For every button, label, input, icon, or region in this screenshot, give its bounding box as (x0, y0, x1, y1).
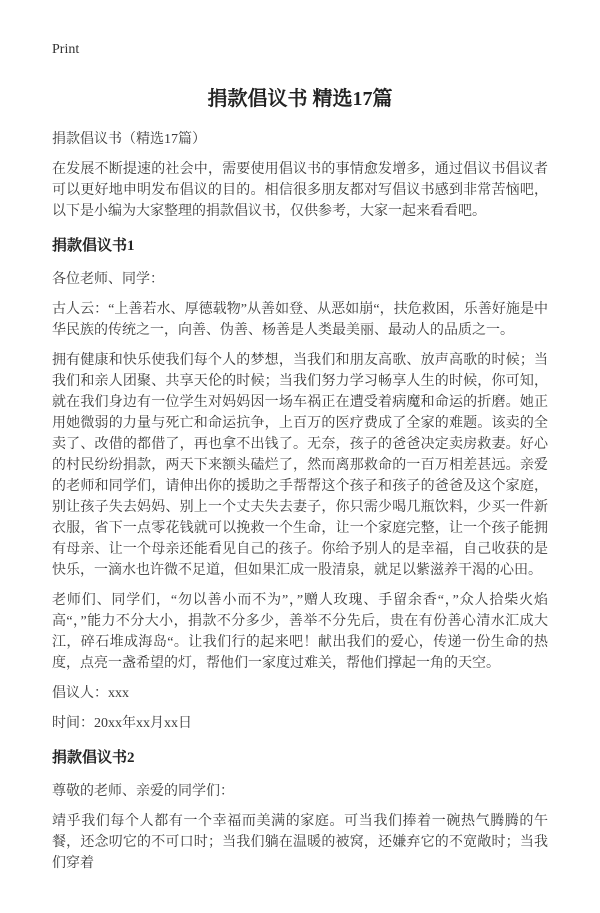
section-1-story-paragraph: 拥有健康和快乐使我们每个人的梦想，当我们和朋友高歌、放声高歌的时候；当我们和亲人团聚、共享天伦的时候；当我们努力学习畅享人生的时候，你可知，就在我们身边有一位学生对妈妈因一场车祸正在遭受着病魔和命运的折磨。她正用她微弱的力量与死亡和命运抗争，上百万的医疗费成了全家的难题。该卖的全卖了、改借的都借了，再也拿不出钱了。无奈，孩子的爸爸决定卖房救妻。好心的村民纷纷捐款，两天下来额头磕烂了，然而离那救命的一百万相差甚远。亲爱的老师和同学们，请伸出你的援助之手帮帮这个孩子和孩子的爸爸及这个家庭，别让孩子失去妈妈、别上一个丈夫失去妻子，你只需少喝几瓶饮料，少买一件新衣服，省下一点零花钱就可以挽救一个生命，让一个家庭完整，让一个孩子能拥有母亲、让一个母亲还能看见自己的孩子。你给予别人的是幸福，自己收获的是快乐，一滴水也许微不足道，但如果汇成一股清泉，就足以紫滋养干渴的心田。 (52, 353, 548, 578)
page-title: 捐款倡议书 精选17篇 (207, 88, 393, 110)
section-1-date-line: 时间：20xx年xx月xx日 (52, 716, 192, 731)
section-1-quote-paragraph: 古人云：“上善若水、厚德载物”从善如登、从恶如崩“，扶危救困，乐善好施是中华民族的传统之一，向善、伪善、杨善是人类最美丽、最动人的品质之一。 (52, 302, 548, 338)
section-2-heading: 捐款倡议书2 (52, 750, 135, 766)
section-2-salutation: 尊敬的老师、亲爱的同学们： (52, 784, 234, 799)
section-1-salutation: 各位老师、同学： (52, 272, 164, 287)
print-button[interactable]: Print (52, 42, 80, 57)
document-subtitle: 捐款倡议书（精选17篇） (52, 132, 206, 147)
section-1-heading: 捐款倡议书1 (52, 238, 135, 254)
section-1-proposer-line: 倡议人：xxx (52, 686, 129, 701)
section-1-appeal-paragraph: 老师们、同学们，“勿以善小而不为”，”赠人玫瑰、手留余香“，”众人拾柴火焰高“，”能力不分大小，捐款不分多少，善举不分先后，贵在有份善心清水汇成大江，碎石堆成海岛“。让我们行的起来吧！献出我们的爱心，传递一份生命的热度，点亮一盏希望的灯，帮他们一家度过难关，帮他们撑起一角的天空。 (52, 593, 548, 671)
section-2-opening-paragraph: 靖乎我们每个人都有一个幸福而美满的家庭。可当我们捧着一碗热气腾腾的午餐，还念叨它的不可口时；当我们躺在温暖的被窝，还嫌弃它的不宽敞时；当我们穿着 (52, 814, 548, 871)
intro-paragraph: 在发展不断提速的社会中，需要使用倡议书的事情愈发增多，通过倡议书倡议者可以更好地申明发布倡议的目的。相信很多朋友都对写倡议书感到非常苦恼吧，以下是小编为大家整理的捐款倡议书，仅供参考，大家一起来看看吧。 (52, 162, 548, 219)
